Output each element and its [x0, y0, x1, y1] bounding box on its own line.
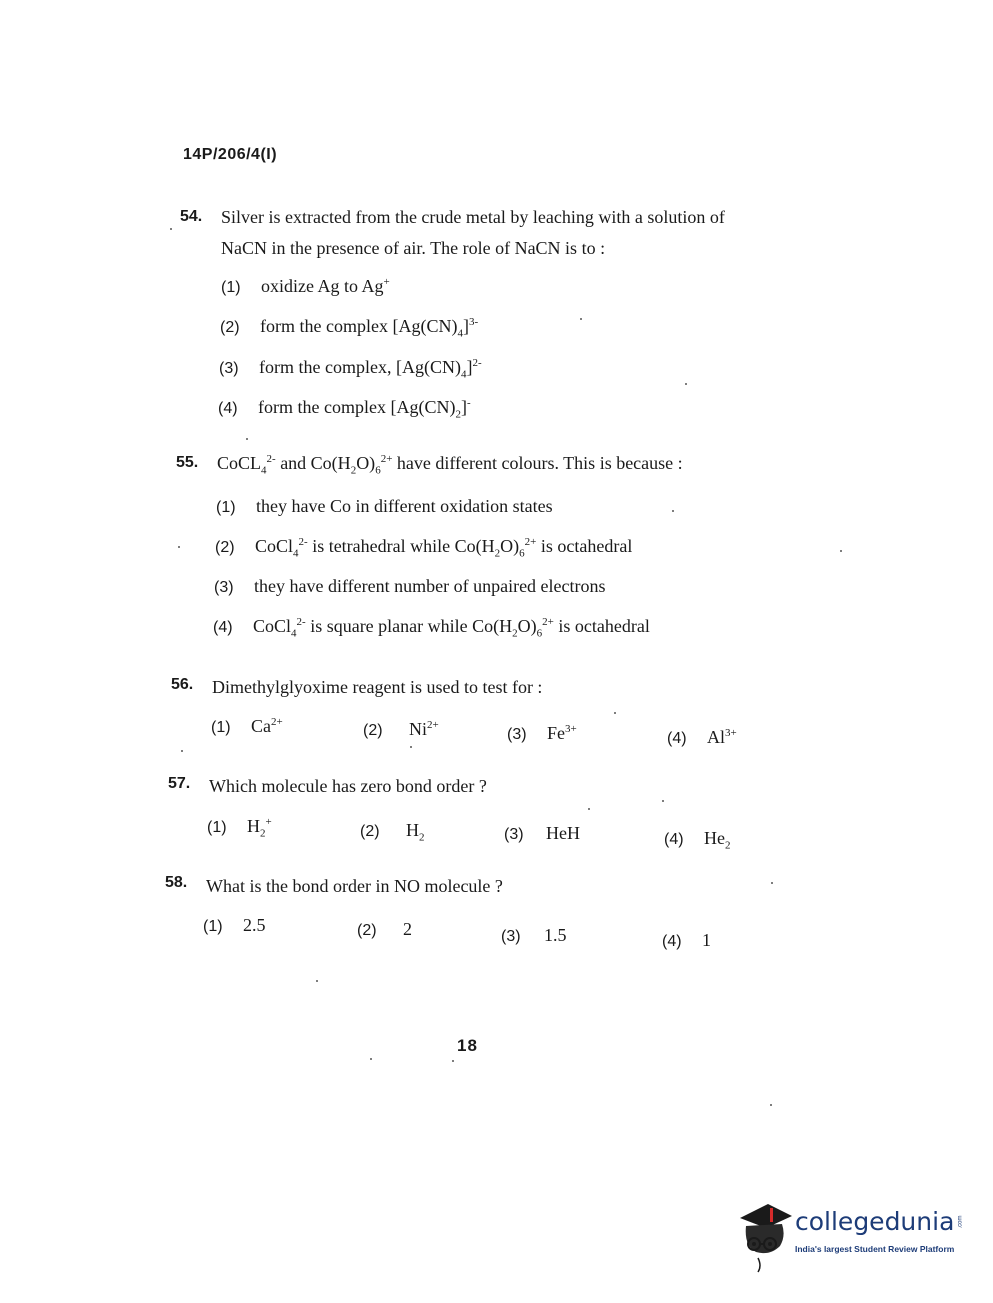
question-number: 57.	[168, 775, 191, 792]
question-number: 56.	[171, 676, 194, 693]
option-text: Ca	[251, 716, 271, 736]
option-text: 2	[403, 919, 412, 939]
brand-tagline: India's largest Student Review Platform	[795, 1244, 955, 1254]
paper-code: 14P/206/4(I)	[183, 146, 278, 163]
option-text: they have Co in different oxidation states	[256, 496, 553, 516]
option-subscript: 2	[419, 831, 425, 844]
scan-speck	[662, 800, 664, 802]
scan-speck	[316, 980, 318, 982]
scan-speck	[770, 1104, 772, 1106]
brand-suffix: .com	[957, 1215, 964, 1229]
option-text: CoCl	[253, 616, 292, 636]
option-text: 2.5	[243, 915, 266, 935]
option-text: they have different number of unpaired electrons	[254, 576, 606, 596]
option-number: (4)	[664, 831, 684, 848]
option-56-4	[667, 727, 737, 748]
option-subscript: 4	[457, 327, 463, 340]
option-text-tail: ]	[462, 316, 469, 336]
option-number: (4)	[213, 619, 233, 636]
option-text: Al	[707, 727, 725, 747]
formula-text: CoCL	[217, 453, 262, 473]
option-text: O)	[517, 616, 537, 636]
option-number: (1)	[216, 499, 236, 516]
scan-speck	[588, 808, 590, 810]
option-number: (2)	[363, 722, 383, 739]
option-text: H	[406, 820, 419, 840]
option-number: (1)	[207, 819, 227, 836]
option-55-2	[215, 536, 632, 560]
option-number: (1)	[203, 918, 223, 935]
option-text: O)	[500, 536, 520, 556]
option-56-3	[507, 723, 577, 744]
option-56-1	[211, 716, 283, 737]
option-text: He	[704, 828, 725, 848]
option-superscript: 3-	[468, 316, 479, 328]
formula-text: and Co(H	[275, 453, 351, 473]
option-text-tail: ]	[466, 357, 473, 377]
option-subscript: 2	[494, 547, 501, 560]
option-54-3	[219, 357, 482, 381]
option-superscript: 2-	[296, 616, 306, 628]
option-number: (2)	[360, 823, 380, 840]
question-text-line	[217, 453, 683, 477]
option-57-1	[207, 816, 272, 840]
option-subscript: 2	[512, 627, 518, 640]
option-text: H	[247, 816, 260, 836]
scan-speck	[178, 546, 180, 548]
formula-subscript: 4	[261, 464, 267, 477]
option-number: (3)	[507, 726, 527, 743]
formula-superscript: 2-	[266, 453, 276, 465]
option-superscript: -	[466, 397, 471, 409]
option-57-3	[504, 823, 580, 844]
option-54-1	[221, 276, 390, 297]
option-superscript: 2+	[542, 616, 554, 628]
option-text-tail: ]	[460, 397, 467, 417]
scan-speck	[246, 438, 248, 440]
option-55-1	[216, 496, 553, 517]
option-superscript: 2-	[472, 357, 482, 369]
option-text: oxidize Ag to Ag	[261, 276, 384, 296]
question-number: 54.	[180, 208, 203, 225]
option-number: (2)	[220, 319, 240, 336]
formula-text: O)	[356, 453, 376, 473]
option-text: Fe	[547, 723, 565, 743]
option-number: (2)	[215, 539, 235, 556]
option-57-4	[664, 828, 731, 852]
option-superscript: 2-	[298, 536, 308, 548]
scan-speck	[410, 746, 412, 748]
option-text: form the complex [Ag(CN)	[258, 397, 456, 417]
option-text: 1	[702, 930, 711, 950]
scan-speck	[771, 882, 773, 884]
option-text: Ni	[409, 719, 427, 739]
option-58-3	[501, 925, 567, 946]
option-superscript: +	[265, 816, 272, 828]
option-number: (1)	[211, 719, 231, 736]
option-superscript: 2+	[271, 716, 283, 728]
option-54-4	[218, 397, 471, 421]
question-text-line: NaCN in the presence of air. The role of NaCN is to :	[221, 238, 606, 258]
question-number: 55.	[176, 454, 199, 471]
scan-speck	[170, 228, 172, 230]
question-text-line: Which molecule has zero bond order ?	[209, 776, 487, 796]
question-text-line: What is the bond order in NO molecule ?	[206, 876, 503, 896]
question-text-line: Silver is extracted from the crude metal by leaching with a solution of	[221, 207, 725, 227]
option-54-2	[220, 316, 478, 340]
option-superscript: 3+	[565, 723, 577, 735]
formula-subscript: 2	[350, 464, 357, 477]
scan-speck	[370, 1058, 372, 1060]
scan-speck	[614, 712, 616, 714]
option-subscript: 6	[536, 627, 543, 640]
page-number: 18	[457, 1036, 478, 1055]
question-number: 58.	[165, 874, 188, 891]
option-subscript: 4	[291, 627, 297, 640]
option-number: (4)	[667, 730, 687, 747]
brand-name: collegedunia	[795, 1207, 955, 1236]
option-subscript: 6	[519, 547, 525, 560]
option-number: (3)	[214, 579, 234, 596]
option-text: HeH	[546, 823, 580, 843]
formula-superscript: 2+	[380, 453, 393, 465]
option-text: form the complex, [Ag(CN)	[259, 357, 461, 377]
option-superscript: +	[383, 276, 390, 288]
formula-subscript: 6	[375, 464, 381, 477]
option-58-4	[662, 930, 711, 951]
scan-speck	[840, 550, 842, 552]
scan-speck	[452, 1060, 454, 1062]
option-number: (3)	[501, 928, 521, 945]
option-58-1	[203, 915, 266, 936]
option-57-2	[360, 820, 425, 844]
question-text: have different colours. This is because :	[392, 453, 683, 473]
option-subscript: 2	[260, 827, 266, 840]
option-subscript: 2	[455, 408, 461, 421]
option-subscript: 2	[725, 839, 731, 852]
option-number: (4)	[662, 933, 682, 950]
scan-speck	[580, 318, 582, 320]
option-text: is octahedral	[536, 536, 633, 556]
option-number: (4)	[218, 400, 238, 417]
option-text: is square planar while Co(H	[305, 616, 513, 636]
option-text: CoCl	[255, 536, 294, 556]
option-55-4	[213, 616, 650, 640]
option-text: is octahedral	[553, 616, 650, 636]
option-text: form the complex [Ag(CN)	[260, 316, 458, 336]
option-subscript: 4	[293, 547, 299, 560]
option-number: (2)	[357, 922, 377, 939]
option-text: is tetrahedral while Co(H	[307, 536, 495, 556]
scan-speck	[672, 510, 674, 512]
question-text-line: Dimethylglyoxime reagent is used to test for :	[212, 677, 543, 697]
option-number: (1)	[221, 279, 241, 296]
scan-speck	[181, 750, 183, 752]
option-56-2	[363, 719, 439, 740]
option-55-3	[214, 576, 606, 597]
option-superscript: 3+	[725, 727, 737, 739]
option-superscript: 2+	[524, 536, 537, 548]
option-text: 1.5	[544, 925, 567, 945]
option-number: (3)	[504, 826, 524, 843]
scan-speck	[685, 383, 687, 385]
option-number: (3)	[219, 360, 239, 377]
option-superscript: 2+	[427, 719, 439, 731]
option-58-2	[357, 919, 412, 940]
option-subscript: 4	[460, 368, 467, 381]
